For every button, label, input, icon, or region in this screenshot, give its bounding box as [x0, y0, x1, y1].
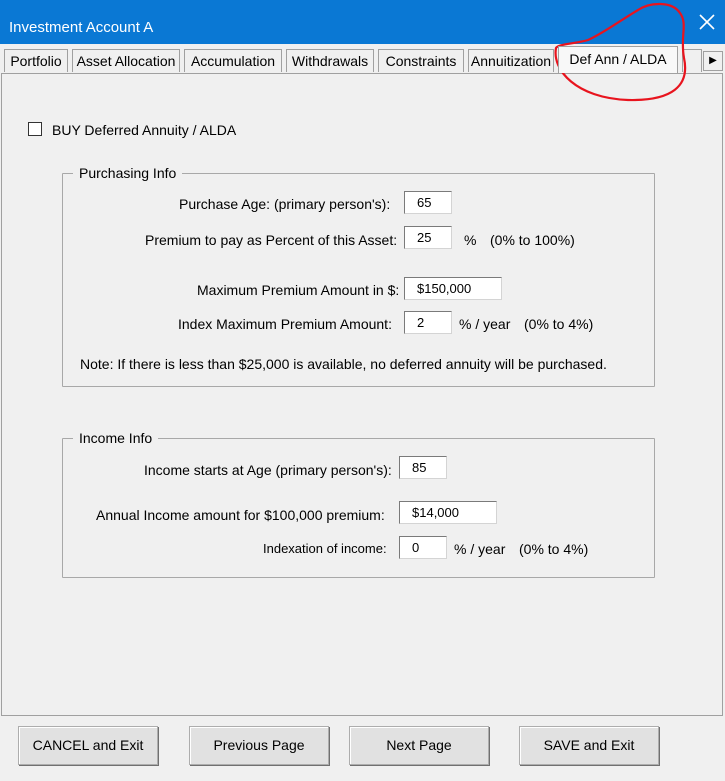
tab-def-ann-alda[interactable]: Def Ann / ALDA	[558, 46, 678, 73]
tab-strip	[0, 44, 725, 74]
purchasing-info-title: Purchasing Info	[73, 165, 182, 181]
indexation-input[interactable]: 0	[399, 536, 447, 559]
window-title: Investment Account A	[9, 19, 154, 36]
close-icon[interactable]	[699, 14, 715, 30]
income-start-age-label: Income starts at Age (primary person's):	[144, 462, 392, 478]
tab-withdrawals[interactable]: Withdrawals	[286, 49, 374, 72]
tab-annuitization[interactable]: Annuitization	[468, 49, 554, 72]
purchase-age-input[interactable]: 65	[404, 191, 452, 214]
buy-deferred-annuity-label: BUY Deferred Annuity / ALDA	[52, 122, 237, 138]
premium-percent-range: (0% to 100%)	[490, 232, 575, 248]
purchase-age-label: Purchase Age: (primary person's):	[179, 196, 391, 212]
next-page-button[interactable]: Next Page	[349, 726, 489, 765]
purchase-note: Note: If there is less than $25,000 is available, no deferred annuity will be purchased.	[80, 356, 607, 372]
max-premium-label: Maximum Premium Amount in $:	[197, 282, 400, 298]
max-premium-input[interactable]: $150,000	[404, 277, 502, 300]
index-max-premium-range: (0% to 4%)	[524, 316, 594, 332]
buy-deferred-annuity-checkbox[interactable]	[28, 122, 42, 136]
index-max-premium-input[interactable]: 2	[404, 311, 452, 334]
indexation-label: Indexation of income:	[263, 541, 387, 556]
save-and-exit-button[interactable]: SAVE and Exit	[519, 726, 659, 765]
tab-next-partial[interactable]	[682, 49, 702, 72]
index-max-premium-unit: % / year	[459, 316, 511, 332]
premium-percent-label: Premium to pay as Percent of this Asset:	[145, 232, 398, 248]
annual-income-input[interactable]: $14,000	[399, 501, 497, 524]
income-info-title: Income Info	[73, 430, 158, 446]
chevron-right-icon: ▶	[709, 55, 717, 66]
previous-page-button[interactable]: Previous Page	[189, 726, 329, 765]
tab-portfolio[interactable]: Portfolio	[4, 49, 68, 72]
tab-scroll-right-button[interactable]	[703, 51, 723, 71]
index-max-premium-label: Index Maximum Premium Amount:	[178, 316, 392, 332]
button-bar	[0, 716, 725, 781]
tab-constraints[interactable]: Constraints	[378, 49, 464, 72]
tab-accumulation[interactable]: Accumulation	[184, 49, 282, 72]
cancel-and-exit-button[interactable]: CANCEL and Exit	[18, 726, 158, 765]
indexation-unit: % / year	[454, 541, 506, 557]
title-bar	[0, 0, 725, 44]
annual-income-label: Annual Income amount for $100,000 premium:	[96, 507, 385, 523]
premium-percent-input[interactable]: 25	[404, 226, 452, 249]
premium-percent-unit: %	[464, 232, 477, 248]
indexation-range: (0% to 4%)	[519, 541, 589, 557]
tab-asset-allocation[interactable]: Asset Allocation	[72, 49, 180, 72]
income-start-age-input[interactable]: 85	[399, 456, 447, 479]
